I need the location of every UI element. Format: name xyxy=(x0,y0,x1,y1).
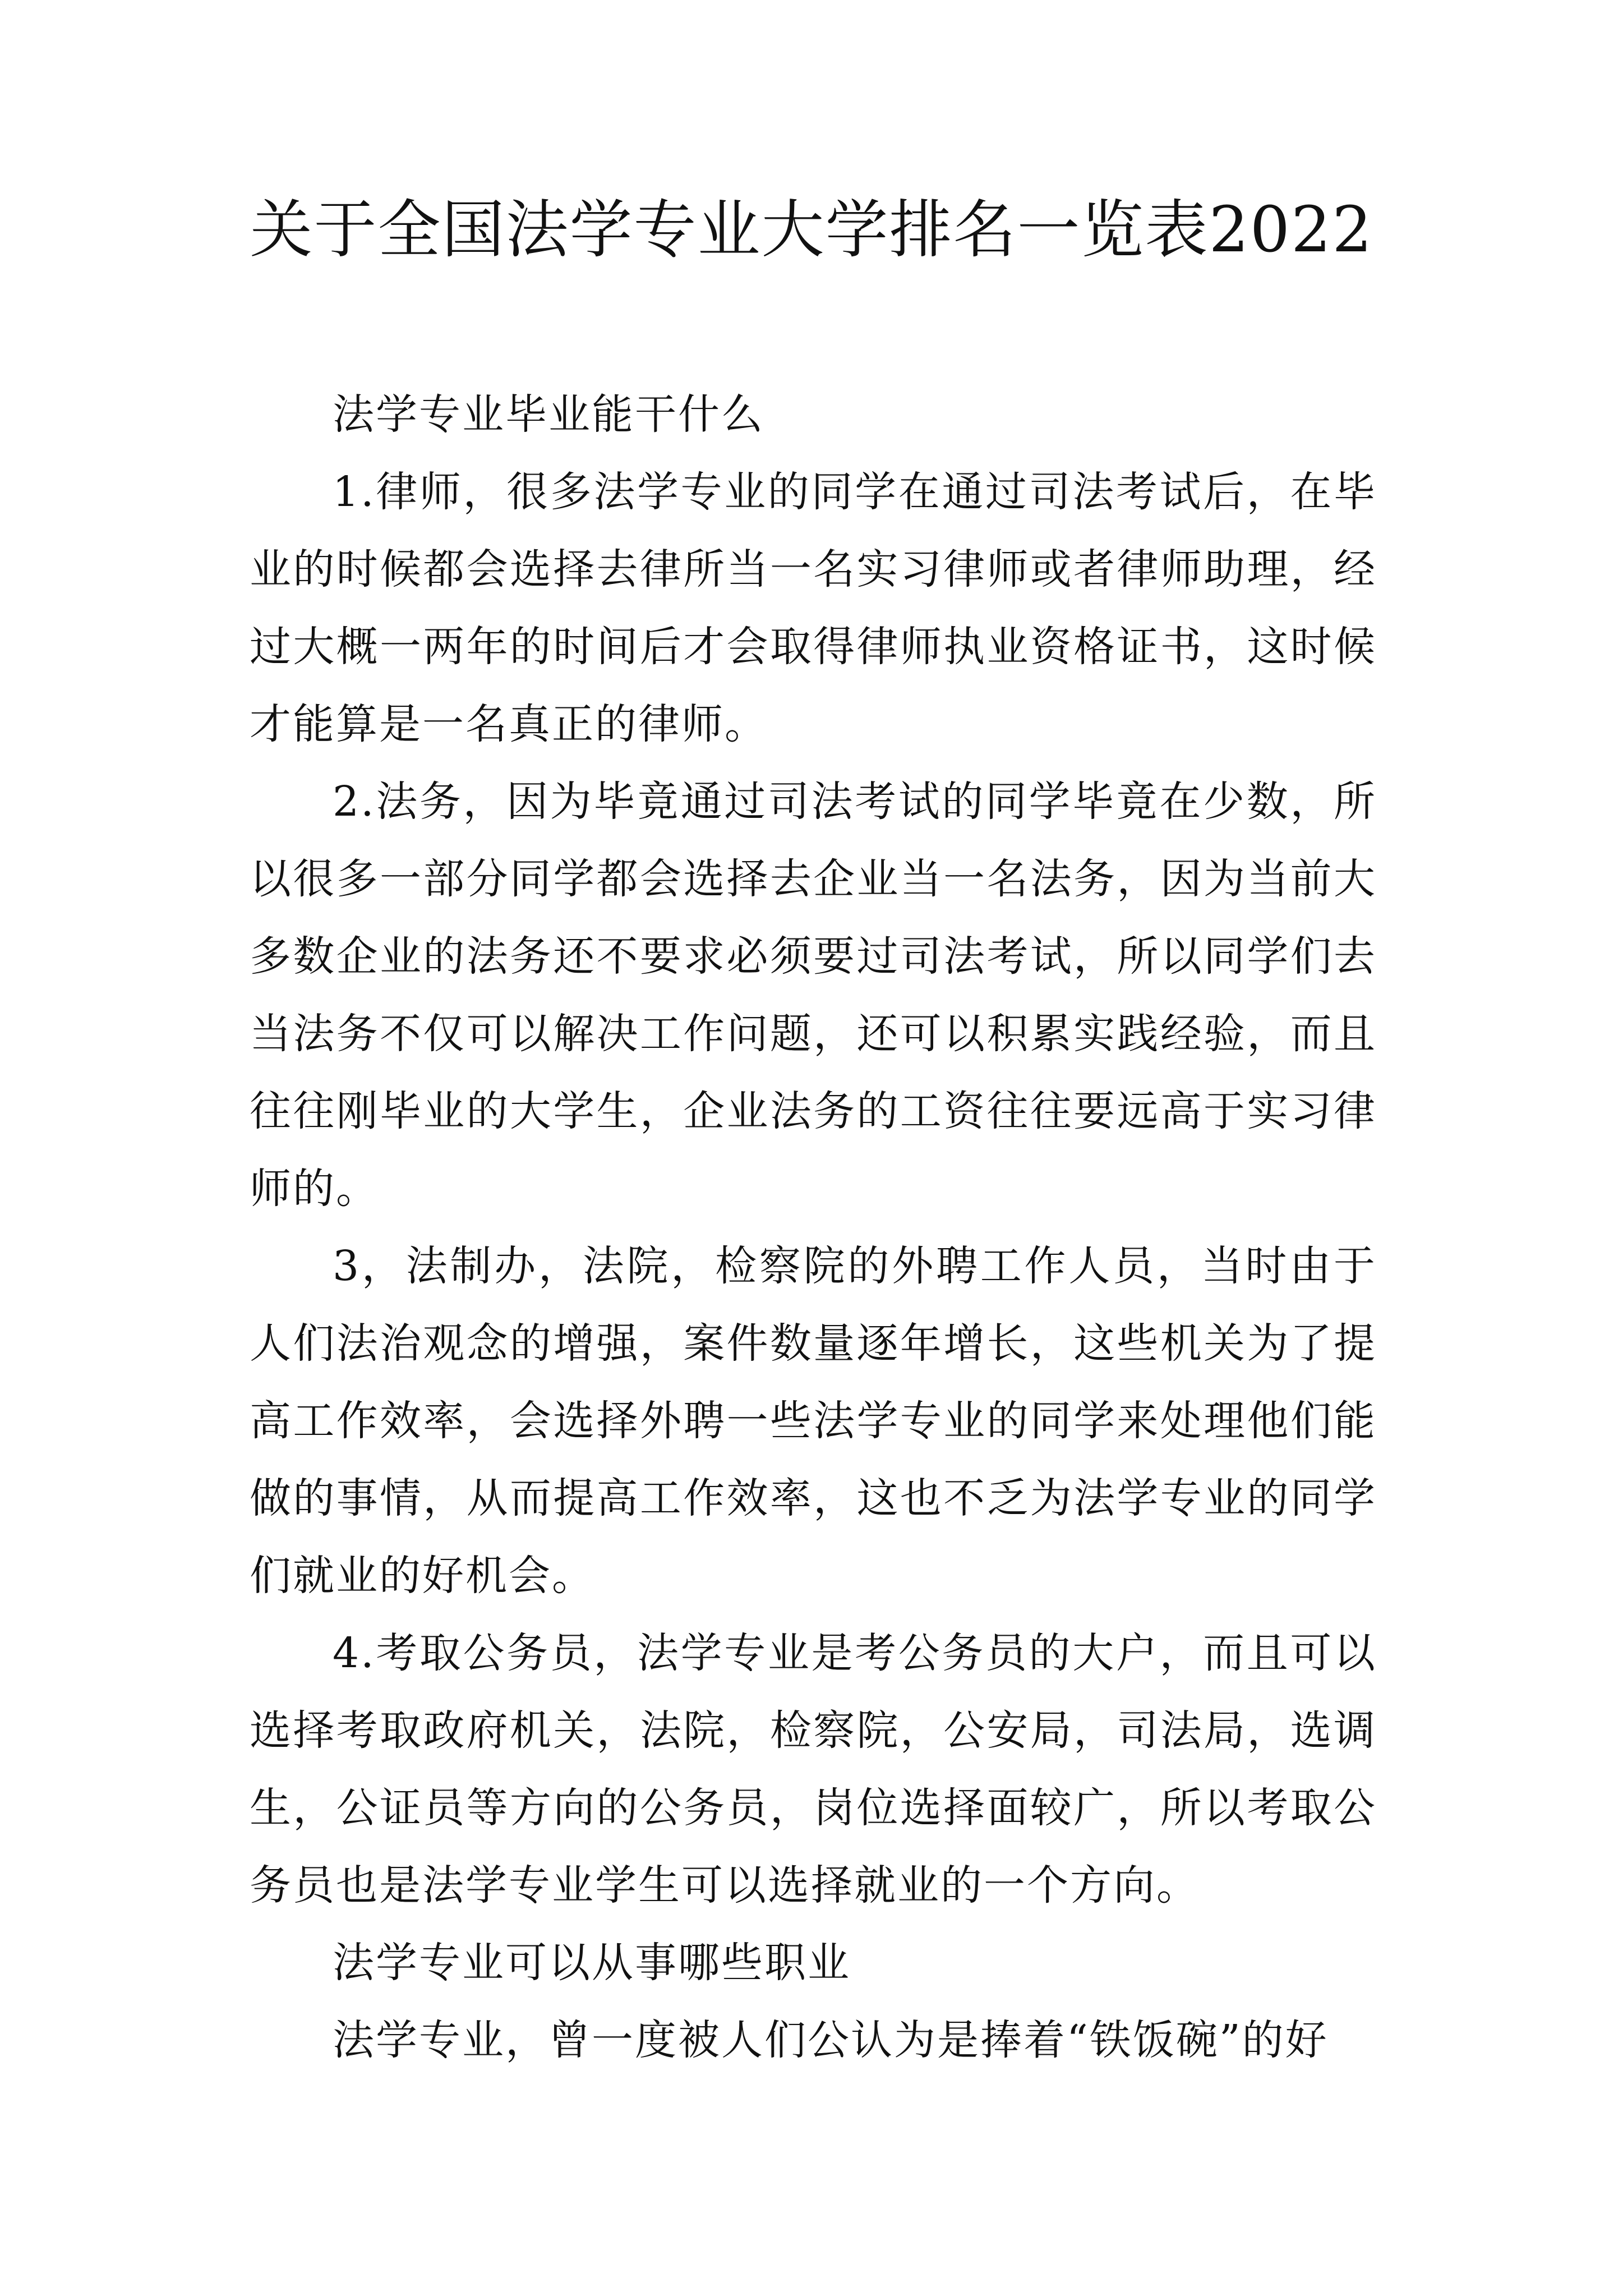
section-heading: 法学专业毕业能干什么 xyxy=(333,390,764,439)
paragraph: 法学专业，曾一度被人们公认为是捧着“铁饭碗”的好 xyxy=(333,2016,1329,2064)
paragraph: 2.法务，因为毕竟通过司法考试的同学毕竟在少数，所以很多一部分同学都会选择去企业当一名法务，因为当前大多数企业的法务还不要求必须要过司法考试，所以同学们去当法务不仅可以解决工作问题，还可以积累实践经验，而且往往刚毕业的大学生，企业法务的工资往往要远高于实习律师的。 xyxy=(250,777,1377,1213)
paragraph: 4.考取公务员，法学专业是考公务员的大户，而且可以选择考取政府机关，法院，检察院，公安局，司法局，选调生，公证员等方向的公务员，岗位选择面较广，所以考取公务员也是法学专业学生可以选择就业的一个方向。 xyxy=(250,1629,1377,1910)
document-title: 关于全国法学专业大学排名一览表2022 xyxy=(250,194,1373,266)
section-heading: 法学专业可以从事哪些职业 xyxy=(333,1939,851,1987)
paragraph: 1.律师，很多法学专业的同学在通过司法考试后，在毕业的时候都会选择去律所当一名实习律师或者律师助理，经过大概一两年的时间后才会取得律师执业资格证书，这时候才能算是一名真正的律师。 xyxy=(250,468,1377,748)
paragraph: 3，法制办，法院，检察院的外聘工作人员，当时由于人们法治观念的增强，案件数量逐年增长，这些机关为了提高工作效率，会选择外聘一些法学专业的同学来处理他们能做的事情，从而提高工作效率，这也不乏为法学专业的同学们就业的好机会。 xyxy=(250,1242,1377,1600)
document-body xyxy=(250,376,1377,2079)
